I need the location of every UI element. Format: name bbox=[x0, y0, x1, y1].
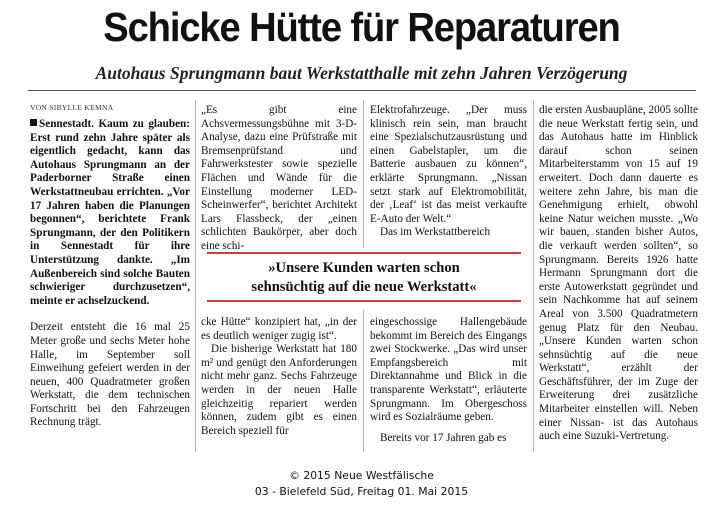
column-divider bbox=[363, 310, 364, 452]
quote-rule-top bbox=[207, 252, 521, 254]
column-divider bbox=[363, 100, 364, 248]
pull-quote-text bbox=[201, 259, 527, 297]
body-paragraph: Derzeit entsteht die 16 mal 25 Meter große und sechs Meter hohe Halle, im September soll Einweihung gefeiert werden in der neuen, 400 Quadratmeter großen Werkstatt, die dem technischen Fortschritt bei den Fahrzeugen Rechnung trägt. bbox=[30, 321, 190, 429]
article-headline: Schicke Hütte für Reparaturen bbox=[103, 4, 620, 50]
body-paragraph: die ersten Ausbaupläne, 2005 sollte die neue Werkstatt fertig sein, und das Autohaus hatte im Hinblick darauf schon seinen Mitarbeiterstamm von 15 auf 19 erweitert. Doch dann dauerte es weitere zehn Jahre, bis man die Genehmigung erhielt, obwohl keine Natur weichen musste. „Wo wir bauen, standen bisher Autos, die verkauft werden sollten“, so Sprungmann. Bereits 1926 hatte Hermann Sprungmann dort die erste Autowerkstatt gegründet und sein Nachkomme hat auf seinem Areal von 3.500 Quadratmetern genug Platz für den Neubau. „Unsere Kunden warten schon sehnsüchtig auf die neue Werkstatt“, erzählt der Geschäftsführer, der im Zuge der Erweiterung drei zusätzliche Mitarbeiter einstellen will. Neben einer Nissan- ist das Autohaus auch eine Suzuki-Vertretung. bbox=[539, 104, 698, 443]
article-subheadline: Autohaus Sprungmann baut Werkstatthalle mit zehn Jahren Verzögerung bbox=[95, 63, 628, 83]
pull-quote-line-1: »Unsere Kunden warten schon bbox=[268, 260, 460, 276]
source-line: 03 - Bielefeld Süd, Freitag 01. Mai 2015 bbox=[254, 485, 469, 498]
body-paragraph: Die bisherige Werkstatt hat 180 m² und genügt den Anforderungen nicht mehr ganz. Sechs Fahrzeuge werden in der neuen Halle gleichzeitig repariert werden können, zudem gibt es einen Bereich speziell für bbox=[201, 343, 357, 437]
source-footer bbox=[0, 468, 723, 500]
body-paragraph: Das im Werkstattbereich bbox=[380, 226, 491, 239]
lead-text: Sennestadt. Kaum zu glauben: Erst rund zehn Jahre später als eigentlich gedacht, kann das Autohaus Sprungmann an der Paderborner Straße einen Werkstattneubau errichten. „Vor 17 Jahren haben die Planungen begonnen“, berichtete Frank Sprungmann, der den Politikern in Sennestadt für ihre Unterstützung dankte. „Im Außenbereich sind solche Bauten schwieriger durchzusetzen“, meinte er achselzuckend. bbox=[30, 118, 190, 307]
column-divider bbox=[533, 100, 534, 452]
quote-rule-bottom bbox=[207, 300, 521, 302]
column-4 bbox=[539, 104, 698, 444]
copyright-line: © 2015 Neue Westfälische bbox=[289, 469, 434, 482]
column-divider bbox=[195, 100, 196, 452]
body-paragraph: eingeschossige Hallengebäude bekommt im Bereich des Eingangs zwei Stockwerke. „Das wird unser Empfangsbereich mit Direktannahme und Blick in die transparente Werkstatt“, erläuterte Sprungmann. Im Obergeschoss wird es Sozialräume geben. bbox=[370, 316, 527, 424]
column-3-bottom bbox=[370, 316, 527, 445]
column-1 bbox=[30, 118, 190, 430]
column-3-top bbox=[370, 104, 527, 240]
pull-quote bbox=[201, 252, 527, 302]
column-2-top bbox=[201, 104, 357, 254]
body-paragraph: cke Hütte“ konzipiert hat, „in der es deutlich weniger zugig ist“. bbox=[201, 316, 357, 342]
pull-quote-line-2: sehnsüchtig auf die neue Werkstatt« bbox=[251, 279, 477, 295]
body-paragraph: Bereits vor 17 Jahren gab es bbox=[380, 431, 507, 444]
lead-paragraph bbox=[30, 118, 190, 308]
header-rule bbox=[28, 90, 696, 91]
body-paragraph: „Es gibt eine Achsvermessungsbühne mit 3-D-Analyse, dazu eine Prüfstraße mit Bremsenprüfstand und Fahrwerkstester sowie spezielle Flächen und Wände für die Einstellung moderner LED-Scheinwerfer“, berichtet Architekt Lars Flassbeck, der „einen schlichten Baukörper, aber doch eine schi- bbox=[201, 104, 357, 252]
column-2-bottom bbox=[201, 316, 357, 438]
square-bullet-icon bbox=[30, 119, 37, 126]
body-paragraph: Elektrofahrzeuge. „Der muss klinisch rein sein, man braucht eine Spezialschutzausrüstung und einen Gabelstapler, um die Batterie ausbauen zu können“, erklärte Sprungmann. „Nissan setzt stark auf Elektromobilität, der ‚Leaf‘ ist das meist verkaufte E-Auto der Welt.“ bbox=[370, 104, 527, 225]
byline: VON SIBYLLE KEMNA bbox=[30, 103, 114, 112]
